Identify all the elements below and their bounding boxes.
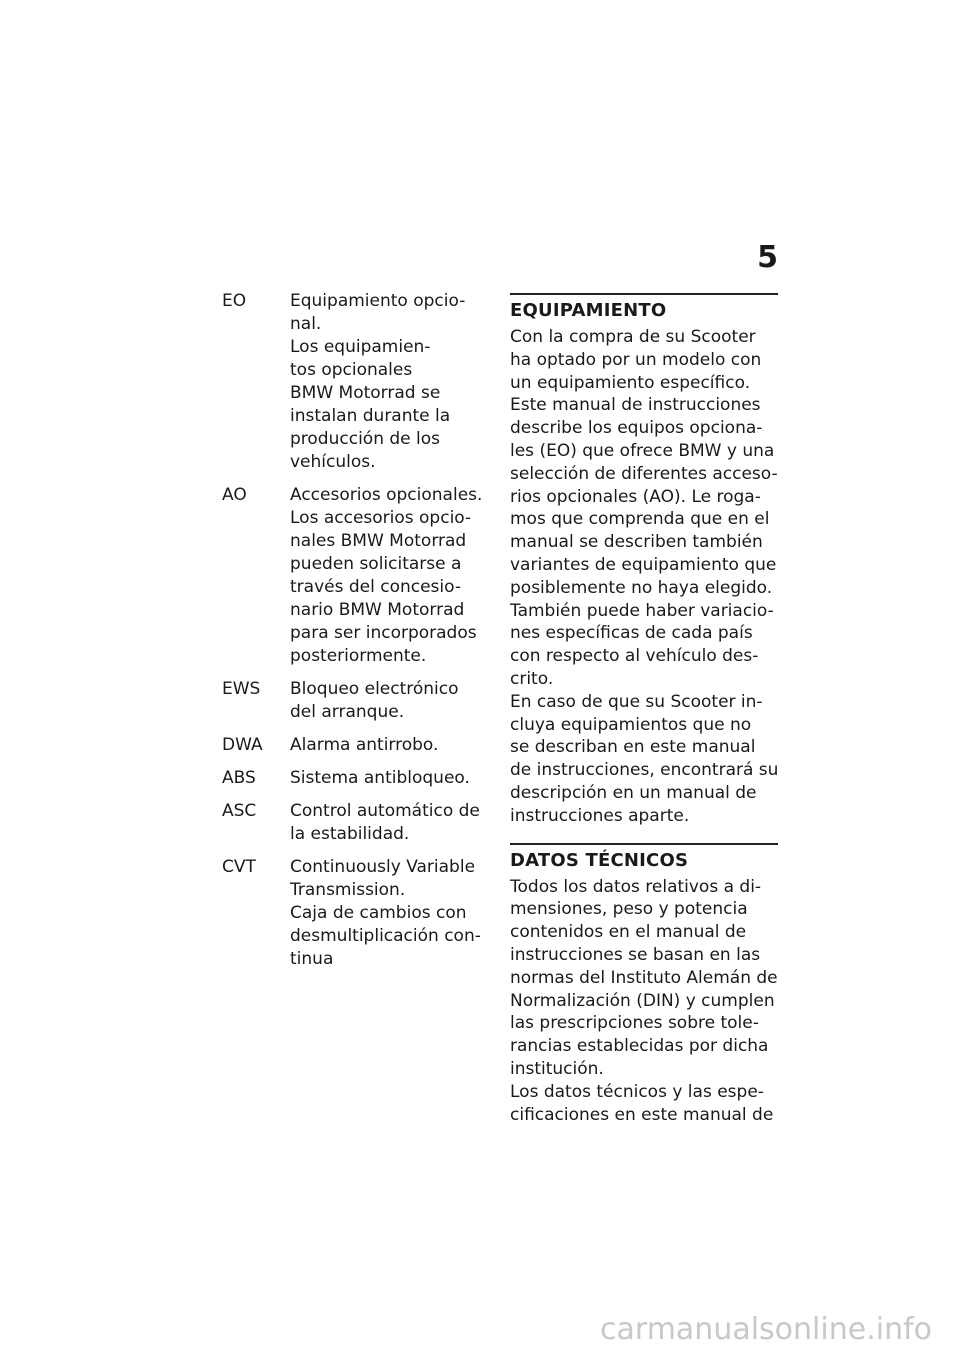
paragraph-line: Normalización (DIN) y cumplen bbox=[510, 990, 775, 1011]
section-divider bbox=[510, 843, 778, 845]
definition-line: Transmission. bbox=[290, 880, 406, 900]
definition-line: posteriormente. bbox=[290, 646, 427, 666]
paragraph-line: En caso de que su Scooter in- bbox=[510, 691, 763, 712]
abbreviation-definition bbox=[290, 800, 487, 846]
abbreviation-definition bbox=[290, 767, 487, 790]
paragraph-line: normas del Instituto Alemán de bbox=[510, 967, 778, 988]
paragraph-line: ha optado por un modelo con bbox=[510, 349, 762, 370]
paragraph-line: Con la compra de su Scooter bbox=[510, 327, 756, 347]
definition-line: nal. bbox=[290, 314, 322, 334]
paragraph-line: de instrucciones, encontrará su bbox=[510, 760, 779, 781]
definition-line: tinua bbox=[290, 949, 334, 969]
section-paragraph bbox=[510, 876, 778, 1127]
paragraph-line: posiblemente no haya elegido. bbox=[510, 577, 773, 598]
abbreviation-term: ASC bbox=[222, 801, 257, 821]
paragraph-line: rios opcionales (AO). Le roga- bbox=[510, 486, 761, 507]
section-heading: DATOS TÉCNICOS bbox=[510, 849, 689, 871]
paragraph-line: las prescripciones sobre tole- bbox=[510, 1013, 759, 1034]
abbreviation-term: EO bbox=[222, 291, 247, 311]
watermark: carmanualsonline.info bbox=[600, 1312, 932, 1347]
paragraph-line: mensiones, peso y potencia bbox=[510, 899, 748, 920]
definition-line: pueden solicitarse a bbox=[290, 554, 462, 574]
section-heading: EQUIPAMIENTO bbox=[510, 300, 667, 321]
paragraph-line: cificaciones en este manual de bbox=[510, 1104, 774, 1125]
definition-line: del arranque. bbox=[290, 702, 405, 722]
paragraph-line: nes específicas de cada país bbox=[510, 623, 753, 644]
definition-line: la estabilidad. bbox=[290, 824, 410, 844]
definition-line: través del concesio- bbox=[290, 577, 461, 597]
abbreviation-list bbox=[222, 290, 487, 981]
abbreviation-definition bbox=[290, 678, 487, 724]
definition-line: Caja de cambios con bbox=[290, 903, 467, 923]
paragraph-line: instrucciones se basan en las bbox=[510, 944, 761, 965]
abbreviation-row bbox=[222, 290, 487, 474]
paragraph-line: Los datos técnicos y las espe- bbox=[510, 1081, 764, 1102]
abbreviation-definition bbox=[290, 856, 487, 971]
abbreviation-definition bbox=[290, 484, 487, 668]
abbreviation-term: CVT bbox=[222, 857, 256, 877]
paragraph-line: institución. bbox=[510, 1058, 604, 1079]
paragraph-line: selección de diferentes acceso- bbox=[510, 463, 778, 484]
definition-line: Sistema antibloqueo. bbox=[290, 768, 470, 788]
abbreviation-row bbox=[222, 734, 487, 757]
definition-line: vehículos. bbox=[290, 452, 376, 472]
paragraph-line: También puede haber variacio- bbox=[510, 600, 774, 621]
definition-line: Equipamiento opcio- bbox=[290, 291, 466, 311]
definition-line: producción de los bbox=[290, 429, 441, 449]
abbreviation-row bbox=[222, 484, 487, 668]
definition-line: tos opcionales bbox=[290, 360, 413, 380]
definition-line: Bloqueo electrónico bbox=[290, 679, 459, 699]
definition-line: Control automático de bbox=[290, 801, 480, 821]
abbreviation-term: EWS bbox=[222, 679, 261, 699]
definition-line: nario BMW Motorrad bbox=[290, 600, 465, 620]
abbreviation-term: AO bbox=[222, 485, 247, 505]
definition-line: Los accesorios opcio- bbox=[290, 508, 472, 528]
paragraph-line: Todos los datos relativos a di- bbox=[510, 876, 762, 897]
definition-line: Los equipamien- bbox=[290, 337, 431, 357]
page-number: 5 bbox=[757, 240, 778, 275]
paragraph-line: describe los equipos opciona- bbox=[510, 418, 763, 439]
definition-line: nales BMW Motorrad bbox=[290, 531, 467, 551]
abbreviation-definition bbox=[290, 734, 487, 757]
paragraph-line: instrucciones aparte. bbox=[510, 805, 690, 826]
abbreviation-row bbox=[222, 767, 487, 790]
paragraph-line: rancias establecidas por dicha bbox=[510, 1036, 769, 1057]
paragraph-line: contenidos en el manual de bbox=[510, 922, 747, 943]
definition-line: BMW Motorrad se bbox=[290, 383, 441, 403]
definition-line: instalan durante la bbox=[290, 406, 451, 426]
definition-line: para ser incorporados bbox=[290, 623, 477, 643]
paragraph-line: un equipamiento específico. bbox=[510, 372, 751, 393]
abbreviation-row bbox=[222, 800, 487, 846]
sections-column bbox=[510, 293, 778, 1126]
paragraph-line: mos que comprenda que en el bbox=[510, 509, 770, 530]
paragraph-line: manual se describen también bbox=[510, 532, 763, 553]
abbreviation-row bbox=[222, 678, 487, 724]
definition-line: desmultiplicación con- bbox=[290, 926, 481, 946]
definition-line: Continuously Variable bbox=[290, 857, 476, 877]
paragraph-line: crito. bbox=[510, 668, 554, 689]
paragraph-line: con respecto al vehículo des- bbox=[510, 646, 759, 667]
abbreviation-term: ABS bbox=[222, 768, 256, 788]
abbreviation-term: DWA bbox=[222, 735, 263, 755]
section-paragraph bbox=[510, 326, 778, 828]
paragraph-line: descripción en un manual de bbox=[510, 782, 757, 803]
definition-line: Accesorios opcionales. bbox=[290, 485, 483, 505]
paragraph-line: Este manual de instrucciones bbox=[510, 395, 761, 416]
definition-line: Alarma antirrobo. bbox=[290, 735, 439, 755]
paragraph-line: les (EO) que ofrece BMW y una bbox=[510, 440, 775, 461]
section-divider bbox=[510, 293, 778, 295]
abbreviation-row bbox=[222, 856, 487, 971]
paragraph-line: cluya equipamientos que no bbox=[510, 714, 752, 735]
paragraph-line: variantes de equipamiento que bbox=[510, 554, 777, 575]
abbreviation-definition bbox=[290, 290, 487, 474]
paragraph-line: se describan en este manual bbox=[510, 737, 756, 758]
